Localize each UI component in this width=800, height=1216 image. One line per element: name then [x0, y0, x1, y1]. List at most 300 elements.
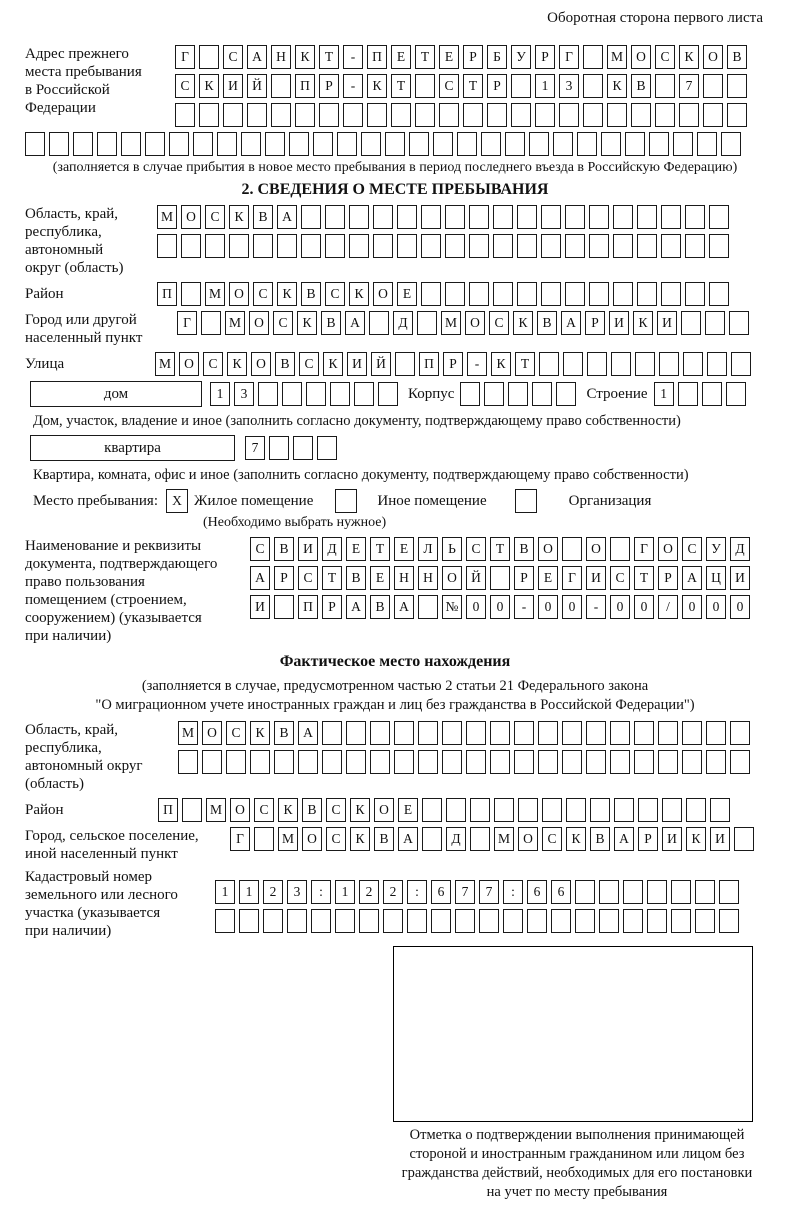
- char-cell[interactable]: А: [250, 566, 270, 590]
- char-cell[interactable]: [121, 132, 141, 156]
- char-cell[interactable]: К: [349, 282, 369, 306]
- char-cell[interactable]: [634, 750, 654, 774]
- char-cell[interactable]: П: [295, 74, 315, 98]
- char-cell[interactable]: М: [178, 721, 198, 745]
- char-cell[interactable]: [193, 132, 213, 156]
- char-cell[interactable]: М: [225, 311, 245, 335]
- char-cell[interactable]: И: [250, 595, 270, 619]
- char-cell[interactable]: [734, 827, 754, 851]
- char-cell[interactable]: [178, 750, 198, 774]
- char-cell[interactable]: [319, 103, 339, 127]
- char-cell[interactable]: [306, 382, 326, 406]
- char-cell[interactable]: С: [203, 352, 223, 376]
- char-cell[interactable]: М: [205, 282, 225, 306]
- char-cell[interactable]: [678, 382, 698, 406]
- char-cell[interactable]: [418, 750, 438, 774]
- char-cell[interactable]: 1: [239, 880, 259, 904]
- char-cell[interactable]: 1: [335, 880, 355, 904]
- char-cell[interactable]: П: [419, 352, 439, 376]
- char-cell[interactable]: А: [346, 595, 366, 619]
- char-cell[interactable]: Й: [466, 566, 486, 590]
- char-cell[interactable]: [562, 721, 582, 745]
- char-cell[interactable]: К: [297, 311, 317, 335]
- char-cell[interactable]: [463, 103, 483, 127]
- char-cell[interactable]: [682, 721, 702, 745]
- char-cell[interactable]: Е: [394, 537, 414, 561]
- char-cell[interactable]: [505, 132, 525, 156]
- char-cell[interactable]: И: [710, 827, 730, 851]
- char-cell[interactable]: [538, 750, 558, 774]
- char-cell[interactable]: К: [679, 45, 699, 69]
- char-cell[interactable]: 0: [730, 595, 750, 619]
- char-cell[interactable]: №: [442, 595, 462, 619]
- char-cell[interactable]: [460, 382, 480, 406]
- char-cell[interactable]: [469, 205, 489, 229]
- char-cell[interactable]: [583, 74, 603, 98]
- char-cell[interactable]: И: [586, 566, 606, 590]
- char-cell[interactable]: Д: [322, 537, 342, 561]
- char-cell[interactable]: В: [590, 827, 610, 851]
- char-cell[interactable]: Г: [562, 566, 582, 590]
- char-cell[interactable]: [271, 103, 291, 127]
- char-cell[interactable]: М: [278, 827, 298, 851]
- char-cell[interactable]: [683, 352, 703, 376]
- char-cell[interactable]: [589, 282, 609, 306]
- char-cell[interactable]: [202, 750, 222, 774]
- char-cell[interactable]: М: [155, 352, 175, 376]
- char-cell[interactable]: П: [298, 595, 318, 619]
- char-cell[interactable]: М: [157, 205, 177, 229]
- char-cell[interactable]: К: [513, 311, 533, 335]
- char-cell[interactable]: [421, 282, 441, 306]
- char-cell[interactable]: [535, 103, 555, 127]
- char-cell[interactable]: [647, 909, 667, 933]
- char-cell[interactable]: Е: [538, 566, 558, 590]
- char-cell[interactable]: [199, 103, 219, 127]
- char-cell[interactable]: [517, 205, 537, 229]
- char-cell[interactable]: [263, 909, 283, 933]
- char-cell[interactable]: [287, 909, 307, 933]
- char-cell[interactable]: [518, 798, 538, 822]
- checkbox-organization[interactable]: [515, 489, 537, 513]
- char-cell[interactable]: К: [250, 721, 270, 745]
- char-cell[interactable]: [409, 132, 429, 156]
- char-cell[interactable]: [422, 827, 442, 851]
- char-cell[interactable]: И: [657, 311, 677, 335]
- char-cell[interactable]: К: [278, 798, 298, 822]
- char-cell[interactable]: В: [370, 595, 390, 619]
- char-cell[interactable]: [661, 205, 681, 229]
- char-cell[interactable]: [205, 234, 225, 258]
- char-cell[interactable]: [311, 909, 331, 933]
- char-cell[interactable]: [493, 282, 513, 306]
- char-cell[interactable]: [182, 798, 202, 822]
- char-cell[interactable]: [265, 132, 285, 156]
- char-cell[interactable]: [313, 132, 333, 156]
- char-cell[interactable]: [709, 282, 729, 306]
- char-cell[interactable]: [673, 132, 693, 156]
- char-cell[interactable]: [470, 827, 490, 851]
- char-cell[interactable]: [469, 234, 489, 258]
- char-cell[interactable]: [370, 721, 390, 745]
- char-cell[interactable]: [661, 234, 681, 258]
- char-cell[interactable]: [706, 750, 726, 774]
- char-cell[interactable]: [481, 132, 501, 156]
- char-cell[interactable]: Т: [322, 566, 342, 590]
- char-cell[interactable]: М: [441, 311, 461, 335]
- char-cell[interactable]: [503, 909, 523, 933]
- char-cell[interactable]: [589, 234, 609, 258]
- char-cell[interactable]: [391, 103, 411, 127]
- char-cell[interactable]: [575, 909, 595, 933]
- char-cell[interactable]: /: [658, 595, 678, 619]
- char-cell[interactable]: Е: [397, 282, 417, 306]
- char-cell[interactable]: [611, 352, 631, 376]
- char-cell[interactable]: [631, 103, 651, 127]
- char-cell[interactable]: [469, 282, 489, 306]
- char-cell[interactable]: [349, 205, 369, 229]
- char-cell[interactable]: С: [299, 352, 319, 376]
- char-cell[interactable]: [274, 595, 294, 619]
- char-cell[interactable]: О: [538, 537, 558, 561]
- char-cell[interactable]: -: [467, 352, 487, 376]
- char-cell[interactable]: Т: [415, 45, 435, 69]
- char-cell[interactable]: [335, 909, 355, 933]
- char-cell[interactable]: [634, 721, 654, 745]
- char-cell[interactable]: [565, 205, 585, 229]
- char-cell[interactable]: [383, 909, 403, 933]
- char-cell[interactable]: А: [247, 45, 267, 69]
- char-cell[interactable]: К: [566, 827, 586, 851]
- char-cell[interactable]: [455, 909, 475, 933]
- char-cell[interactable]: [421, 205, 441, 229]
- char-cell[interactable]: О: [658, 537, 678, 561]
- char-cell[interactable]: К: [199, 74, 219, 98]
- char-cell[interactable]: [706, 721, 726, 745]
- char-cell[interactable]: [610, 750, 630, 774]
- char-cell[interactable]: И: [223, 74, 243, 98]
- char-cell[interactable]: Б: [487, 45, 507, 69]
- char-cell[interactable]: И: [662, 827, 682, 851]
- char-cell[interactable]: [445, 282, 465, 306]
- char-cell[interactable]: [577, 132, 597, 156]
- char-cell[interactable]: [610, 721, 630, 745]
- char-cell[interactable]: [710, 798, 730, 822]
- char-cell[interactable]: [553, 132, 573, 156]
- char-cell[interactable]: :: [503, 880, 523, 904]
- char-cell[interactable]: [325, 205, 345, 229]
- char-cell[interactable]: Е: [398, 798, 418, 822]
- char-cell[interactable]: К: [607, 74, 627, 98]
- char-cell[interactable]: 7: [455, 880, 475, 904]
- char-cell[interactable]: 0: [490, 595, 510, 619]
- char-cell[interactable]: [685, 282, 705, 306]
- char-cell[interactable]: [565, 282, 585, 306]
- char-cell[interactable]: 1: [535, 74, 555, 98]
- char-cell[interactable]: [599, 909, 619, 933]
- char-cell[interactable]: [181, 234, 201, 258]
- char-cell[interactable]: Т: [319, 45, 339, 69]
- char-cell[interactable]: К: [277, 282, 297, 306]
- char-cell[interactable]: О: [518, 827, 538, 851]
- char-cell[interactable]: [239, 909, 259, 933]
- char-cell[interactable]: -: [343, 74, 363, 98]
- char-cell[interactable]: [247, 103, 267, 127]
- char-cell[interactable]: К: [350, 798, 370, 822]
- char-cell[interactable]: [337, 132, 357, 156]
- char-cell[interactable]: [442, 750, 462, 774]
- char-cell[interactable]: А: [345, 311, 365, 335]
- char-cell[interactable]: Г: [559, 45, 579, 69]
- char-cell[interactable]: [563, 352, 583, 376]
- char-cell[interactable]: Г: [175, 45, 195, 69]
- char-cell[interactable]: К: [323, 352, 343, 376]
- char-cell[interactable]: С: [250, 537, 270, 561]
- char-cell[interactable]: [613, 205, 633, 229]
- char-cell[interactable]: 0: [706, 595, 726, 619]
- char-cell[interactable]: С: [325, 282, 345, 306]
- char-cell[interactable]: [226, 750, 246, 774]
- char-cell[interactable]: С: [610, 566, 630, 590]
- char-cell[interactable]: С: [682, 537, 702, 561]
- char-cell[interactable]: [479, 909, 499, 933]
- char-cell[interactable]: [649, 132, 669, 156]
- char-cell[interactable]: 3: [234, 382, 254, 406]
- char-cell[interactable]: 0: [610, 595, 630, 619]
- char-cell[interactable]: -: [343, 45, 363, 69]
- char-cell[interactable]: :: [407, 880, 427, 904]
- char-cell[interactable]: [445, 205, 465, 229]
- char-cell[interactable]: [623, 909, 643, 933]
- char-cell[interactable]: [466, 750, 486, 774]
- char-cell[interactable]: [638, 798, 658, 822]
- char-cell[interactable]: А: [298, 721, 318, 745]
- char-cell[interactable]: [726, 382, 746, 406]
- char-cell[interactable]: И: [609, 311, 629, 335]
- char-cell[interactable]: С: [489, 311, 509, 335]
- char-cell[interactable]: [517, 234, 537, 258]
- char-cell[interactable]: В: [537, 311, 557, 335]
- char-cell[interactable]: О: [586, 537, 606, 561]
- char-cell[interactable]: [529, 132, 549, 156]
- char-cell[interactable]: Г: [177, 311, 197, 335]
- char-cell[interactable]: [439, 103, 459, 127]
- char-cell[interactable]: 2: [263, 880, 283, 904]
- char-cell[interactable]: [490, 566, 510, 590]
- char-cell[interactable]: [551, 909, 571, 933]
- char-cell[interactable]: С: [655, 45, 675, 69]
- char-cell[interactable]: [346, 750, 366, 774]
- char-cell[interactable]: [157, 234, 177, 258]
- char-cell[interactable]: 3: [287, 880, 307, 904]
- char-cell[interactable]: [394, 721, 414, 745]
- char-cell[interactable]: [361, 132, 381, 156]
- char-cell[interactable]: К: [491, 352, 511, 376]
- char-cell[interactable]: В: [274, 721, 294, 745]
- char-cell[interactable]: [289, 132, 309, 156]
- char-cell[interactable]: [679, 103, 699, 127]
- char-cell[interactable]: [730, 721, 750, 745]
- char-cell[interactable]: [370, 750, 390, 774]
- char-cell[interactable]: 6: [431, 880, 451, 904]
- char-cell[interactable]: Е: [346, 537, 366, 561]
- char-cell[interactable]: [490, 721, 510, 745]
- char-cell[interactable]: [586, 750, 606, 774]
- char-cell[interactable]: В: [727, 45, 747, 69]
- char-cell[interactable]: [369, 311, 389, 335]
- char-cell[interactable]: Т: [370, 537, 390, 561]
- char-cell[interactable]: [415, 74, 435, 98]
- char-cell[interactable]: -: [514, 595, 534, 619]
- char-cell[interactable]: [49, 132, 69, 156]
- char-cell[interactable]: 6: [551, 880, 571, 904]
- char-cell[interactable]: С: [254, 798, 274, 822]
- char-cell[interactable]: К: [227, 352, 247, 376]
- char-cell[interactable]: К: [295, 45, 315, 69]
- char-cell[interactable]: Л: [418, 537, 438, 561]
- char-cell[interactable]: 1: [210, 382, 230, 406]
- char-cell[interactable]: [349, 234, 369, 258]
- char-cell[interactable]: [417, 311, 437, 335]
- char-cell[interactable]: В: [631, 74, 651, 98]
- char-cell[interactable]: [583, 103, 603, 127]
- char-cell[interactable]: Е: [439, 45, 459, 69]
- char-cell[interactable]: [637, 205, 657, 229]
- char-cell[interactable]: Д: [393, 311, 413, 335]
- char-cell[interactable]: [446, 798, 466, 822]
- char-cell[interactable]: О: [302, 827, 322, 851]
- char-cell[interactable]: [589, 205, 609, 229]
- char-cell[interactable]: 3: [559, 74, 579, 98]
- char-cell[interactable]: Р: [274, 566, 294, 590]
- char-cell[interactable]: И: [298, 537, 318, 561]
- char-cell[interactable]: [637, 282, 657, 306]
- char-cell[interactable]: [493, 234, 513, 258]
- char-cell[interactable]: [250, 750, 270, 774]
- char-cell[interactable]: [566, 798, 586, 822]
- char-cell[interactable]: П: [157, 282, 177, 306]
- char-cell[interactable]: [607, 103, 627, 127]
- char-cell[interactable]: [394, 750, 414, 774]
- char-cell[interactable]: [274, 750, 294, 774]
- char-cell[interactable]: [418, 595, 438, 619]
- char-cell[interactable]: [442, 721, 462, 745]
- char-cell[interactable]: М: [494, 827, 514, 851]
- char-cell[interactable]: В: [346, 566, 366, 590]
- char-cell[interactable]: [562, 750, 582, 774]
- char-cell[interactable]: [637, 234, 657, 258]
- char-cell[interactable]: С: [326, 827, 346, 851]
- char-cell[interactable]: О: [703, 45, 723, 69]
- char-cell[interactable]: 7: [679, 74, 699, 98]
- char-cell[interactable]: Т: [463, 74, 483, 98]
- char-cell[interactable]: [671, 880, 691, 904]
- char-cell[interactable]: Н: [271, 45, 291, 69]
- char-cell[interactable]: [514, 750, 534, 774]
- char-cell[interactable]: Т: [490, 537, 510, 561]
- char-cell[interactable]: С: [466, 537, 486, 561]
- char-cell[interactable]: [614, 798, 634, 822]
- char-cell[interactable]: [686, 798, 706, 822]
- char-cell[interactable]: [397, 205, 417, 229]
- char-cell[interactable]: [359, 909, 379, 933]
- char-cell[interactable]: А: [682, 566, 702, 590]
- char-cell[interactable]: О: [202, 721, 222, 745]
- char-cell[interactable]: [511, 74, 531, 98]
- char-cell[interactable]: [703, 103, 723, 127]
- char-cell[interactable]: В: [302, 798, 322, 822]
- char-cell[interactable]: [583, 45, 603, 69]
- char-cell[interactable]: С: [439, 74, 459, 98]
- char-cell[interactable]: [575, 880, 595, 904]
- char-cell[interactable]: [514, 721, 534, 745]
- char-cell[interactable]: Й: [247, 74, 267, 98]
- char-cell[interactable]: [330, 382, 350, 406]
- char-cell[interactable]: В: [274, 537, 294, 561]
- char-cell[interactable]: [25, 132, 45, 156]
- char-cell[interactable]: [599, 880, 619, 904]
- char-cell[interactable]: [685, 205, 705, 229]
- char-cell[interactable]: О: [442, 566, 462, 590]
- char-cell[interactable]: [373, 234, 393, 258]
- char-cell[interactable]: [709, 205, 729, 229]
- char-cell[interactable]: А: [277, 205, 297, 229]
- char-cell[interactable]: Ц: [706, 566, 726, 590]
- char-cell[interactable]: [685, 234, 705, 258]
- char-cell[interactable]: [562, 537, 582, 561]
- char-cell[interactable]: [254, 827, 274, 851]
- char-cell[interactable]: [269, 436, 289, 460]
- char-cell[interactable]: Р: [322, 595, 342, 619]
- char-cell[interactable]: :: [311, 880, 331, 904]
- char-cell[interactable]: [541, 205, 561, 229]
- checkbox-residential[interactable]: X: [166, 489, 188, 513]
- char-cell[interactable]: С: [542, 827, 562, 851]
- char-cell[interactable]: 0: [682, 595, 702, 619]
- char-cell[interactable]: А: [561, 311, 581, 335]
- char-cell[interactable]: [466, 721, 486, 745]
- char-cell[interactable]: В: [275, 352, 295, 376]
- char-cell[interactable]: К: [367, 74, 387, 98]
- char-cell[interactable]: [601, 132, 621, 156]
- char-cell[interactable]: -: [586, 595, 606, 619]
- char-cell[interactable]: [241, 132, 261, 156]
- char-cell[interactable]: [407, 909, 427, 933]
- char-cell[interactable]: [681, 311, 701, 335]
- char-cell[interactable]: [659, 352, 679, 376]
- char-cell[interactable]: [702, 382, 722, 406]
- char-cell[interactable]: [431, 909, 451, 933]
- char-cell[interactable]: [418, 721, 438, 745]
- char-cell[interactable]: С: [226, 721, 246, 745]
- char-cell[interactable]: [215, 909, 235, 933]
- char-cell[interactable]: А: [614, 827, 634, 851]
- char-cell[interactable]: [343, 103, 363, 127]
- char-cell[interactable]: В: [514, 537, 534, 561]
- char-cell[interactable]: [613, 282, 633, 306]
- char-cell[interactable]: [73, 132, 93, 156]
- char-cell[interactable]: У: [706, 537, 726, 561]
- char-cell[interactable]: [695, 909, 715, 933]
- char-cell[interactable]: [709, 234, 729, 258]
- char-cell[interactable]: [721, 132, 741, 156]
- char-cell[interactable]: Т: [391, 74, 411, 98]
- char-cell[interactable]: [293, 436, 313, 460]
- char-cell[interactable]: [317, 436, 337, 460]
- char-cell[interactable]: Г: [634, 537, 654, 561]
- char-cell[interactable]: [532, 382, 552, 406]
- char-cell[interactable]: С: [253, 282, 273, 306]
